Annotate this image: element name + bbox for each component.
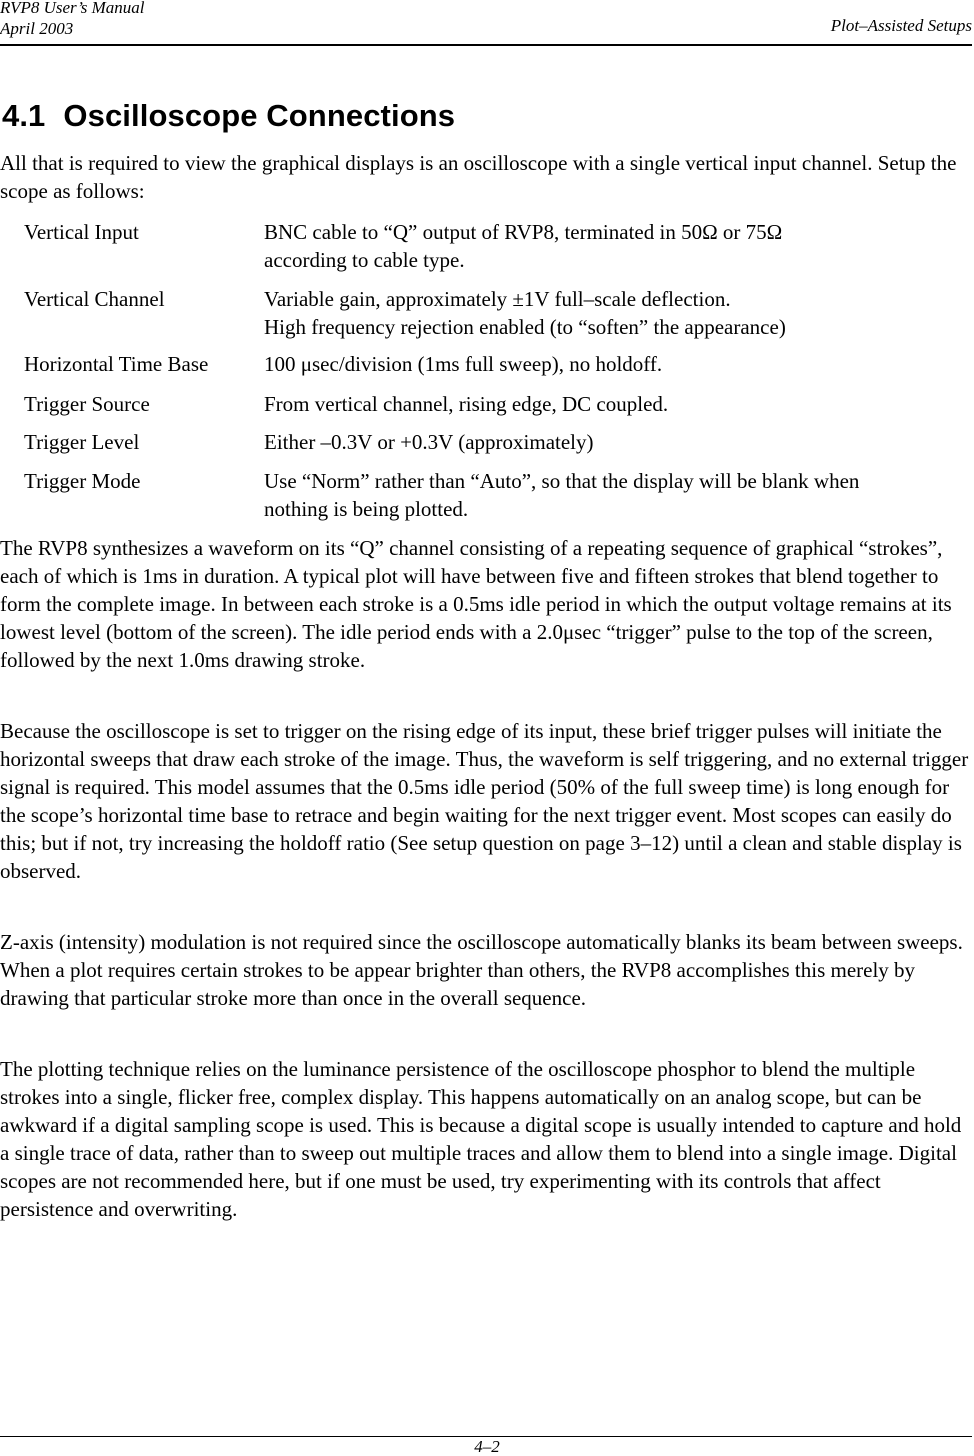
section-heading bbox=[2, 96, 455, 136]
setting-value-line: 100 μsec/division (1ms full sweep), no holdoff. bbox=[264, 352, 663, 376]
setting-label: Vertical Channel bbox=[24, 287, 165, 311]
running-header bbox=[0, 0, 972, 46]
setting-value-line: Use “Norm” rather than “Auto”, so that the display will be blank when bbox=[264, 469, 860, 493]
setting-row bbox=[24, 285, 786, 341]
header-date: April 2003 bbox=[0, 19, 74, 38]
setting-label: Horizontal Time Base bbox=[24, 352, 209, 376]
intro-paragraph: All that is required to view the graphical displays is an oscilloscope with a single vertical input channel. Setup the scope as follows: bbox=[0, 151, 957, 203]
setting-label: Trigger Source bbox=[24, 392, 150, 416]
page-number: 4–2 bbox=[474, 1437, 500, 1456]
body-paragraph-persistence: The plotting technique relies on the luminance persistence of the oscilloscope phosphor to blend the multiple strokes into a single, flicker free, complex display. This happens automatically on an analog scope, but can be awkward if a digital sampling scope is used. This is because a digital scope is usually intended to capture and hold a single trace of data, rather than to sweep out multiple traces and allow them to blend into a single image. Digital scopes are not recommended here, but if one must be used, try experimenting with its controls that affect persistence and overwriting. bbox=[0, 1057, 962, 1221]
setting-value-line: according to cable type. bbox=[264, 248, 465, 272]
setting-row bbox=[24, 428, 594, 456]
section-title: Oscilloscope Connections bbox=[63, 98, 456, 133]
section-number: 4.1 bbox=[2, 98, 46, 133]
setting-value bbox=[264, 350, 662, 378]
setting-value-line: Either –0.3V or +0.3V (approximately) bbox=[264, 430, 594, 454]
setting-row bbox=[24, 218, 782, 274]
setting-value bbox=[264, 218, 782, 274]
setting-value bbox=[264, 467, 974, 523]
header-manual-info bbox=[0, 0, 145, 39]
header-manual-title: RVP8 User’s Manual bbox=[0, 0, 145, 17]
setting-value bbox=[264, 390, 668, 418]
setting-row bbox=[24, 467, 974, 523]
body-paragraph-triggering: Because the oscilloscope is set to trigger on the rising edge of its input, these brief trigger pulses will initiate the horizontal sweeps that draw each stroke of the image. Thus, the waveform is self triggering, and no external trigger signal is required. This model assumes that the 0.5ms idle period (50% of the full sweep time) is long enough for the scope’s horizontal time base to retrace and begin waiting for the next trigger event. Most scopes can easily do this; but if not, try increasing the holdoff ratio (See setup question on page 3–12) until a clean and stable display is observed. bbox=[0, 719, 969, 883]
setting-value-line: BNC cable to “Q” output of RVP8, terminated in 50Ω or 75Ω bbox=[264, 220, 783, 244]
setting-row bbox=[24, 390, 668, 418]
setting-value-line: nothing is being plotted. bbox=[264, 497, 469, 521]
setting-label: Trigger Level bbox=[24, 430, 140, 454]
setting-label: Trigger Mode bbox=[24, 469, 141, 493]
setting-row bbox=[24, 350, 662, 378]
setting-value bbox=[264, 428, 594, 456]
body-paragraph-z-axis: Z-axis (intensity) modulation is not required since the oscilloscope automatically blanks its beam between sweeps. When a plot requires certain strokes to be appear brighter than others, the RVP8 accomplishes this merely by drawing that particular stroke more than once in the overall sequence. bbox=[0, 930, 963, 1010]
setting-value-line: From vertical channel, rising edge, DC coupled. bbox=[264, 392, 669, 416]
body-paragraph-waveform: The RVP8 synthesizes a waveform on its “Q” channel consisting of a repeating sequence of graphical “strokes”, each of which is 1ms in duration. A typical plot will have between five and fifteen strokes that blend together to form the complete image. In between each stroke is a 0.5ms idle period in which the output voltage remains at its lowest level (bottom of the screen). The idle period ends with a 2.0μsec “trigger” pulse to the top of the screen, followed by the next 1.0ms drawing stroke. bbox=[0, 536, 952, 672]
header-chapter-title: Plot–Assisted Setups bbox=[830, 16, 972, 35]
setting-value-line: Variable gain, approximately ±1V full–scale deflection. bbox=[264, 287, 731, 311]
setting-value-line: High frequency rejection enabled (to “soften” the appearance) bbox=[264, 315, 786, 339]
setting-label: Vertical Input bbox=[24, 220, 139, 244]
setting-value bbox=[264, 285, 786, 341]
